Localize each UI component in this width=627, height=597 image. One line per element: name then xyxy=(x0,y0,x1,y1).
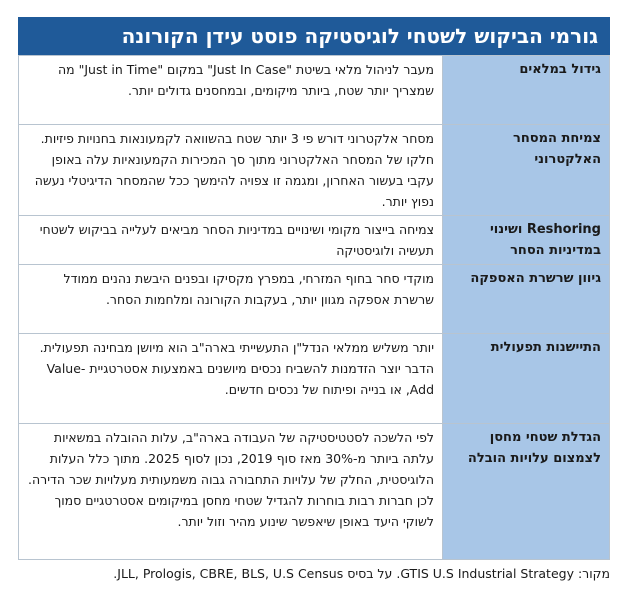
source-note: מקור: GTIS U.S Industrial Strategy. על בסיס JLL, Prologis, CBRE, BLS, U.S Census. xyxy=(113,566,610,581)
table-row xyxy=(19,56,610,125)
factor-cell: הגדלת שטחי מחסן לצמצום עלויות הובלה xyxy=(443,424,610,560)
table-row xyxy=(19,424,610,560)
factor-cell: גיוון שרשרת האספקה xyxy=(443,265,610,334)
factor-cell: התיישנות תפעולית xyxy=(443,334,610,424)
description-cell: מסחר אלקטרוני דורש פי 3 יותר שטח בהשוואה לקמעונאות בחנויות פיזיות. חלקו של המסחר האלקטרוני מתוך סך המכירות הקמעונאיות עלה באופן עקבי בעשור האחרון, ומגמה זו צפויה להימשך ככל שהמסחר הדיגיטלי נעשה נפוץ יותר. xyxy=(19,125,443,216)
factors-table xyxy=(18,55,610,560)
description-cell: מעבר לניהול מלאי בשיטת "Just In Case" במקום "Just in Time" מה שמצריך יותר שטח, ביותר מיקומים, ובמחסנים גדולים יותר. xyxy=(19,56,443,125)
description-cell: מוקדי סחר בחוף המזרחי, במפרץ מקסיקו ובפנים היבשת נהנים ממודל שרשרת אספקה מגוון יותר, בעקבות הקורונה ומלחמות הסחר. xyxy=(19,265,443,334)
description-cell: לפי הלשכה לסטטיסטיקה של העבודה בארה"ב, עלות ההובלה במשאיות עלתה ביותר מ-30% מאז סוף 2019, נכון לסוף 2025. מתוך כלל העלות הלוגיסטית, החלק של עלויות התחבורה גבוה משמעותית מעלויות שכר הדירה. לכן חברות רבות בוחרות להגדיל שטחי מחסן במיקומים אסטרטגיים סמוך לשוקי היעד באופן שיאפשר שינוע מהיר וזול יותר. xyxy=(19,424,443,560)
table-row xyxy=(19,334,610,424)
description-cell: יותר משליש ממלאי הנדל"ן התעשייתי בארה"ב הוא מיושן מבחינה תפעולית. הדבר יוצר הזדמנות להשביח נכסים מיושנים באמצעות אסטרטגיית Value-Add, או בנייה ופיתוח של נכסים חדשים. xyxy=(19,334,443,424)
table-row xyxy=(19,216,610,265)
table-title: גורמי הביקוש לשטחי לוגיסטיקה פוסט עידן הקורונה xyxy=(18,17,610,55)
table-row xyxy=(19,265,610,334)
table-row xyxy=(19,125,610,216)
description-cell: צמיחה בייצור מקומי ושינויים במדיניות הסחר מביאים לעלייה בביקוש לשטחי תעשיה ולוגיסטיקה xyxy=(19,216,443,265)
factor-cell: Reshoring ושינוי במדיניות הסחר xyxy=(443,216,610,265)
factor-cell: צמיחת המסחר האלקטרוני xyxy=(443,125,610,216)
factor-cell: גידול במלאים xyxy=(443,56,610,125)
logistics-demand-table xyxy=(18,17,610,560)
